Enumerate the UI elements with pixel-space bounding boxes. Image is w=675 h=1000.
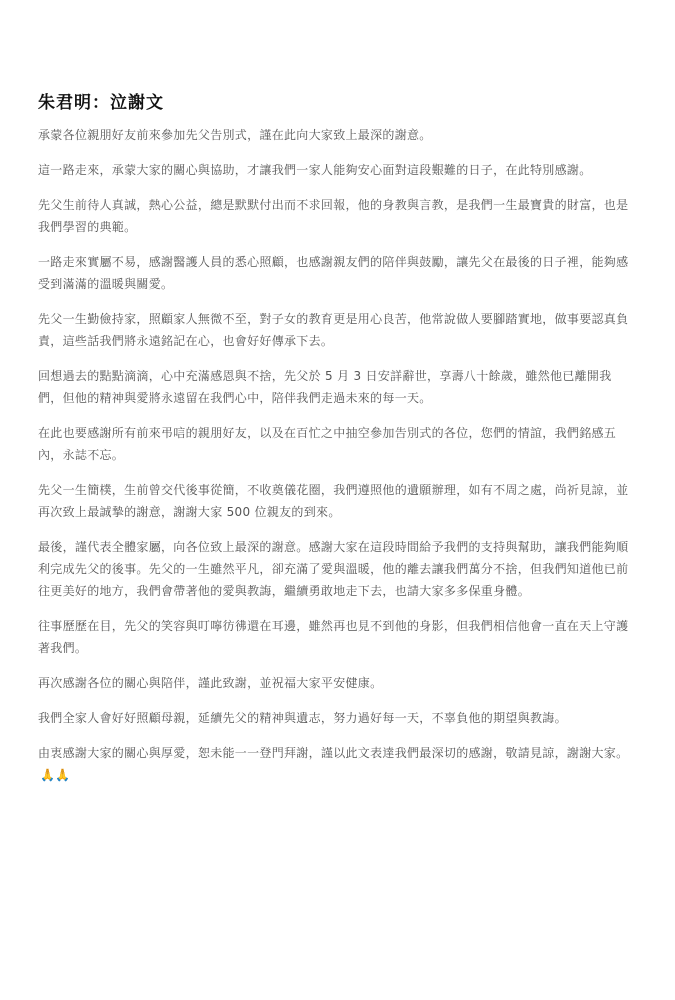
paragraph: 先父一生勤儉持家，照顧家人無微不至，對子女的教育更是用心良苦，他常說做人要腳踏實地，做事要認真負責，這些話我們將永遠銘記在心，也會好好傳承下去。 [38,312,629,348]
paragraph: 再次感謝各位的關心與陪伴，謹此致謝，並祝福大家平安健康。 [38,676,383,690]
praying-hands-icon: 🙏🙏 [40,768,71,782]
paragraph: 最後，謹代表全體家屬，向各位致上最深的謝意。感謝大家在這段時間給予我們的支持與幫助，讓我們能夠順利完成先父的後事。先父的一生雖然平凡，卻充滿了愛與溫暖，他的離去讓我們萬分不捨，但我們知道他已前往更美好的地方，我們會帶著他的愛與教誨，繼續勇敢地走下去，也請大家多多保重身體。 [38,540,629,598]
paragraph: 一路走來實屬不易，感謝醫護人員的悉心照顧，也感謝親友們的陪伴與鼓勵，讓先父在最後的日子裡，能夠感受到滿滿的溫暖與關愛。 [38,255,629,291]
paragraph: 往事歷歷在目，先父的笑容與叮嚀彷彿還在耳邊，雖然再也見不到他的身影，但我們相信他會一直在天上守護著我們。 [38,619,629,655]
paragraph: 先父生前待人真誠，熱心公益，總是默默付出而不求回報，他的身教與言教，是我們一生最寶貴的財富，也是我們學習的典範。 [38,198,629,234]
paragraph: 回想過去的點點滴滴，心中充滿感恩與不捨，先父於 5 月 3 日安詳辭世，享壽八十餘歲，雖然他已離開我們，但他的精神與愛將永遠留在我們心中，陪伴我們走過未來的每一天。 [38,369,612,405]
document-body [38,124,636,799]
paragraph: 這一路走來，承蒙大家的關心與協助，才讓我們一家人能夠安心面對這段艱難的日子，在此特別感謝。 [38,163,592,177]
closing-paragraph [38,742,636,786]
paragraph: 我們全家人會好好照顧母親，延續先父的精神與遺志，努力過好每一天，不辜負他的期望與教誨。 [38,711,567,725]
paragraph: 先父一生簡樸，生前曾交代後事從簡，不收奠儀花圈，我們遵照他的遺願辦理，如有不周之處，尚祈見諒，並再次致上最誠摯的謝意，謝謝大家 500 位親友的到來。 [38,483,629,519]
document-title: 朱君明：泣謝文 [38,93,164,113]
paragraph: 在此也要感謝所有前來弔唁的親朋好友，以及在百忙之中抽空參加告別式的各位，您們的情誼，我們銘感五內，永誌不忘。 [38,426,617,462]
paragraph: 承蒙各位親朋好友前來參加先父告別式，謹在此向大家致上最深的謝意。 [38,128,432,142]
closing-paragraph-text: 由衷感謝大家的關心與厚愛，恕未能一一登門拜謝，謹以此文表達我們最深切的感謝，敬請見諒，謝謝大家。 [38,746,629,760]
